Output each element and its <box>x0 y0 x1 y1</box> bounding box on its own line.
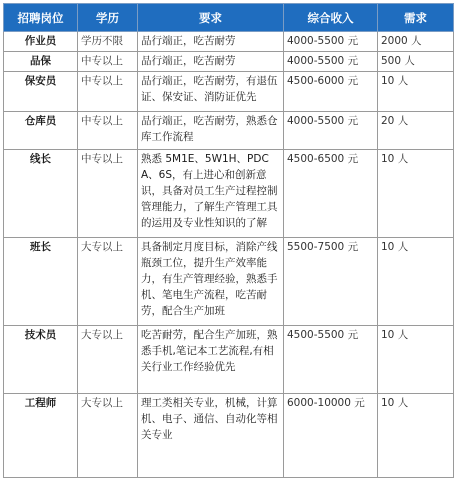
position-cell: 班长 <box>4 238 78 326</box>
requirements-cell: 熟悉 5M1E、5W1H、PDCA、6S，有上进心和创新意识，具备对员工生产过程控制管理能力，了解生产管理工具的运用及专业性知识的了解 <box>138 150 284 238</box>
education-cell: 大专以上 <box>78 394 138 478</box>
table-row <box>4 72 454 112</box>
position-cell: 技术员 <box>4 326 78 394</box>
table-row <box>4 52 454 72</box>
education-cell: 中专以上 <box>78 112 138 150</box>
education-cell: 大专以上 <box>78 238 138 326</box>
requirements-cell: 理工类相关专业，机械，计算机、电子、通信、自动化等相关专业 <box>138 394 284 478</box>
header-income: 综合收入 <box>284 4 378 32</box>
income-cell: 5500-7500 元 <box>284 238 378 326</box>
header-requirements: 要求 <box>138 4 284 32</box>
demand-cell: 10 人 <box>378 150 454 238</box>
income-cell: 6000-10000 元 <box>284 394 378 478</box>
requirements-cell: 品行端正，吃苦耐劳，熟悉仓库工作流程 <box>138 112 284 150</box>
requirements-cell: 吃苦耐劳，配合生产加班，熟悉手机,笔记本工艺流程,有相关行业工作经验优先 <box>138 326 284 394</box>
income-cell: 4500-5500 元 <box>284 326 378 394</box>
table-row <box>4 326 454 394</box>
income-cell: 4500-6500 元 <box>284 150 378 238</box>
education-cell: 中专以上 <box>78 72 138 112</box>
position-cell: 保安员 <box>4 72 78 112</box>
recruitment-table-container <box>3 3 454 478</box>
income-cell: 4000-5500 元 <box>284 112 378 150</box>
position-cell: 工程师 <box>4 394 78 478</box>
position-cell: 作业员 <box>4 32 78 52</box>
requirements-cell: 品行端正，吃苦耐劳，有退伍证、保安证、消防证优先 <box>138 72 284 112</box>
requirements-cell: 具备制定月度目标，消除产线瓶颈工位，提升生产效率能力，有生产管理经验，熟悉手机、笔电生产流程，吃苦耐劳，配合生产加班 <box>138 238 284 326</box>
income-cell: 4000-5500 元 <box>284 32 378 52</box>
table-row <box>4 112 454 150</box>
position-cell: 仓库员 <box>4 112 78 150</box>
education-cell: 中专以上 <box>78 150 138 238</box>
education-cell: 学历不限 <box>78 32 138 52</box>
header-education: 学历 <box>78 4 138 32</box>
requirements-cell: 品行端正，吃苦耐劳 <box>138 52 284 72</box>
header-demand: 需求 <box>378 4 454 32</box>
education-cell: 中专以上 <box>78 52 138 72</box>
demand-cell: 10 人 <box>378 326 454 394</box>
header-position: 招聘岗位 <box>4 4 78 32</box>
table-row <box>4 32 454 52</box>
position-cell: 品保 <box>4 52 78 72</box>
demand-cell: 500 人 <box>378 52 454 72</box>
table-header-row <box>4 4 454 32</box>
education-cell: 大专以上 <box>78 326 138 394</box>
position-cell: 线长 <box>4 150 78 238</box>
income-cell: 4500-6000 元 <box>284 72 378 112</box>
requirements-cell: 品行端正，吃苦耐劳 <box>138 32 284 52</box>
demand-cell: 10 人 <box>378 72 454 112</box>
demand-cell: 10 人 <box>378 394 454 478</box>
recruitment-table <box>3 3 454 478</box>
table-row <box>4 150 454 238</box>
demand-cell: 10 人 <box>378 238 454 326</box>
demand-cell: 2000 人 <box>378 32 454 52</box>
table-row <box>4 394 454 478</box>
demand-cell: 20 人 <box>378 112 454 150</box>
table-row <box>4 238 454 326</box>
income-cell: 4000-5500 元 <box>284 52 378 72</box>
